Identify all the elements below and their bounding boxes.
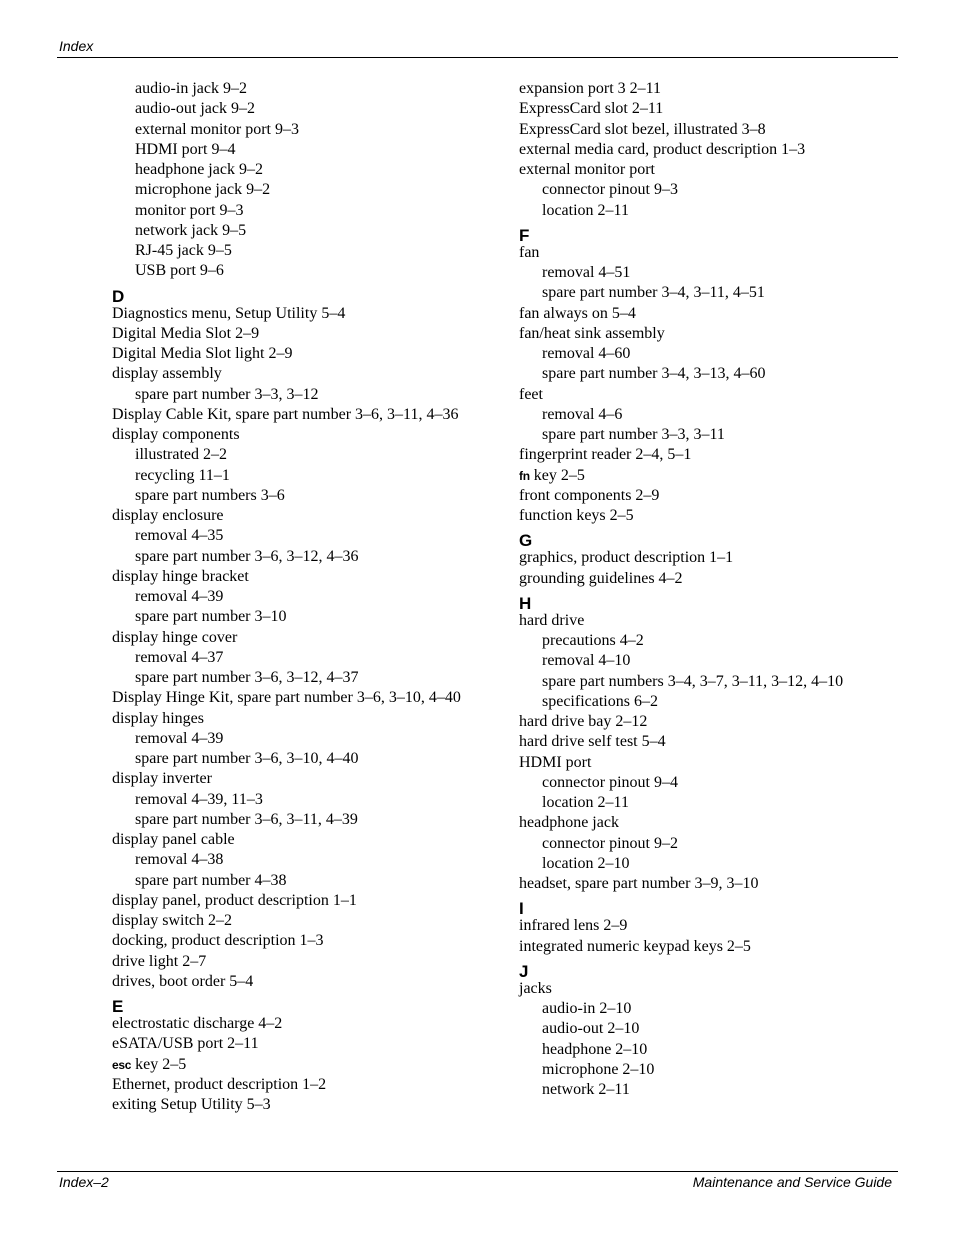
index-entry: Digital Media Slot 2–9 <box>112 324 260 342</box>
index-subentry: spare part numbers 3–6 <box>135 486 285 504</box>
index-entry: integrated numeric keypad keys 2–5 <box>519 937 751 955</box>
index-subentry: precautions 4–2 <box>542 632 644 649</box>
index-entry: fan <box>519 243 540 261</box>
index-subentry: spare part number 3–6, 3–12, 4–36 <box>135 547 359 565</box>
index-entry: ExpressCard slot 2–11 <box>519 100 664 118</box>
entry-text: key 2–5 <box>529 466 585 484</box>
index-subentry: location 2–10 <box>542 854 630 872</box>
index-letter-heading: E <box>112 997 124 1016</box>
index-entry: hard drive self test 5–4 <box>519 733 666 751</box>
index-subentry: spare part number 4–38 <box>135 871 287 889</box>
key-name: fn <box>519 468 530 483</box>
index-entry: infrared lens 2–9 <box>519 917 628 935</box>
index-subentry: connector pinout 9–3 <box>542 181 678 199</box>
page-number: Index–2 <box>59 1174 109 1190</box>
index-entry: front components 2–9 <box>519 486 660 504</box>
index-subentry: microphone 2–10 <box>542 1060 655 1078</box>
index-subentry: audio-in jack 9–2 <box>135 80 247 97</box>
index-entry: hard drive bay 2–12 <box>519 713 648 730</box>
index-subentry: headphone jack 9–2 <box>135 161 263 178</box>
index-entry: headphone jack <box>519 814 619 832</box>
index-subentry: HDMI port 9–4 <box>135 140 236 158</box>
index-subentry: removal 4–39, 11–3 <box>135 790 263 808</box>
index-entry: external monitor port <box>519 161 655 178</box>
index-letter-heading: D <box>112 286 125 306</box>
index-letter-heading: I <box>519 899 524 919</box>
key-name: esc <box>112 1057 132 1072</box>
entry-text: key 2–5 <box>131 1055 187 1073</box>
index-subentry: monitor port 9–3 <box>135 201 244 219</box>
index-entry: feet <box>519 385 543 403</box>
index-subentry: audio-out 2–10 <box>542 1020 640 1038</box>
index-subentry: spare part number 3–3, 3–11 <box>542 426 725 443</box>
index-entry: Ethernet, product description 1–2 <box>112 1075 327 1093</box>
index-subentry: spare part number 3–6, 3–11, 4–39 <box>135 810 358 828</box>
index-entry: HDMI port <box>519 753 592 771</box>
index-subentry: connector pinout 9–4 <box>542 773 678 791</box>
index-entry: display inverter <box>112 770 212 788</box>
index-subentry: audio-in 2–10 <box>542 1000 632 1017</box>
running-header: Index <box>59 38 94 54</box>
index-entry: display enclosure <box>112 507 224 524</box>
index-entry: external media card, product description 1–3 <box>519 140 806 158</box>
index-subentry: removal 4–39 <box>135 588 224 605</box>
index-entry: fan/heat sink assembly <box>519 324 665 342</box>
index-subentry: spare part number 3–3, 3–12 <box>135 385 319 403</box>
index-subentry: spare part number 3–4, 3–13, 4–60 <box>542 365 766 383</box>
index-subentry: microphone jack 9–2 <box>135 181 271 199</box>
index-entry: expansion port 3 2–11 <box>519 80 662 97</box>
index-subentry: specifications 6–2 <box>542 692 658 710</box>
index-subentry: removal 4–6 <box>542 405 623 423</box>
index-subentry: removal 4–38 <box>135 851 224 869</box>
index-entry: Display Cable Kit, spare part number 3–6, 3–11, 4–36 <box>112 405 459 423</box>
index-entry <box>112 1055 507 1075</box>
index-subentry: audio-out jack 9–2 <box>135 100 255 118</box>
index-subentry: spare part number 3–6, 3–12, 4–37 <box>135 669 359 686</box>
index-entry: fan always on 5–4 <box>519 304 636 322</box>
header-rule <box>57 57 898 58</box>
index-entry: exiting Setup Utility 5–3 <box>112 1096 271 1113</box>
index-entry: Digital Media Slot light 2–9 <box>112 345 293 362</box>
index-subentry: network 2–11 <box>542 1081 630 1098</box>
index-entry <box>519 466 899 486</box>
index-entry: electrostatic discharge 4–2 <box>112 1015 283 1032</box>
index-entry: jacks <box>519 979 552 997</box>
index-subentry: network jack 9–5 <box>135 221 247 239</box>
index-subentry: removal 4–10 <box>542 652 631 670</box>
index-entry: docking, product description 1–3 <box>112 932 324 950</box>
index-entry: headset, spare part number 3–9, 3–10 <box>519 875 759 892</box>
index-subentry: connector pinout 9–2 <box>542 834 678 852</box>
index-letter-heading: H <box>519 593 532 613</box>
index-entry: hard drive <box>519 611 585 629</box>
index-entry: Display Hinge Kit, spare part number 3–6, 3–10, 4–40 <box>112 689 461 707</box>
index-subentry: recycling 11–1 <box>135 466 230 484</box>
index-entry: ExpressCard slot bezel, illustrated 3–8 <box>519 120 766 138</box>
index-column-right <box>519 79 899 1100</box>
index-subentry: USB port 9–6 <box>135 262 224 280</box>
index-subentry: RJ-45 jack 9–5 <box>135 242 232 259</box>
index-column-left <box>112 79 507 1115</box>
index-subentry: removal 4–35 <box>135 527 224 545</box>
index-subentry: illustrated 2–2 <box>135 446 227 464</box>
index-entry: graphics, product description 1–1 <box>519 549 734 567</box>
index-subentry: external monitor port 9–3 <box>135 120 299 138</box>
index-entry: display hinge bracket <box>112 567 249 585</box>
index-entry: display hinges <box>112 709 204 727</box>
index-subentry: removal 4–39 <box>135 729 224 747</box>
index-entry: display panel, product description 1–1 <box>112 891 357 909</box>
index-entry: Diagnostics menu, Setup Utility 5–4 <box>112 304 346 322</box>
index-subentry: headphone 2–10 <box>542 1040 648 1058</box>
index-entry: function keys 2–5 <box>519 507 634 524</box>
index-subentry: spare part number 3–10 <box>135 608 287 626</box>
index-letter-heading: F <box>519 225 530 245</box>
index-subentry: spare part numbers 3–4, 3–7, 3–11, 3–12, 4–10 <box>542 672 844 690</box>
index-subentry: location 2–11 <box>542 794 629 811</box>
document-title: Maintenance and Service Guide <box>692 1174 892 1190</box>
index-subentry: spare part number 3–6, 3–10, 4–40 <box>135 750 359 767</box>
index-entry: display assembly <box>112 365 222 383</box>
index-entry: eSATA/USB port 2–11 <box>112 1035 259 1053</box>
index-subentry: spare part number 3–4, 3–11, 4–51 <box>542 284 765 302</box>
index-entry: grounding guidelines 4–2 <box>519 569 683 587</box>
index-subentry: location 2–11 <box>542 201 629 219</box>
index-subentry: removal 4–60 <box>542 345 631 362</box>
index-letter-heading: G <box>519 531 533 551</box>
index-subentry: removal 4–51 <box>542 264 631 281</box>
index-entry: display hinge cover <box>112 628 238 646</box>
index-letter-heading: J <box>519 961 529 981</box>
index-entry: display panel cable <box>112 831 235 848</box>
index-entry: drives, boot order 5–4 <box>112 972 254 990</box>
footer-rule <box>57 1171 898 1172</box>
index-entry: display switch 2–2 <box>112 912 232 929</box>
index-entry: drive light 2–7 <box>112 952 207 970</box>
index-entry: display components <box>112 426 240 443</box>
index-subentry: removal 4–37 <box>135 648 224 666</box>
index-entry: fingerprint reader 2–4, 5–1 <box>519 446 692 464</box>
